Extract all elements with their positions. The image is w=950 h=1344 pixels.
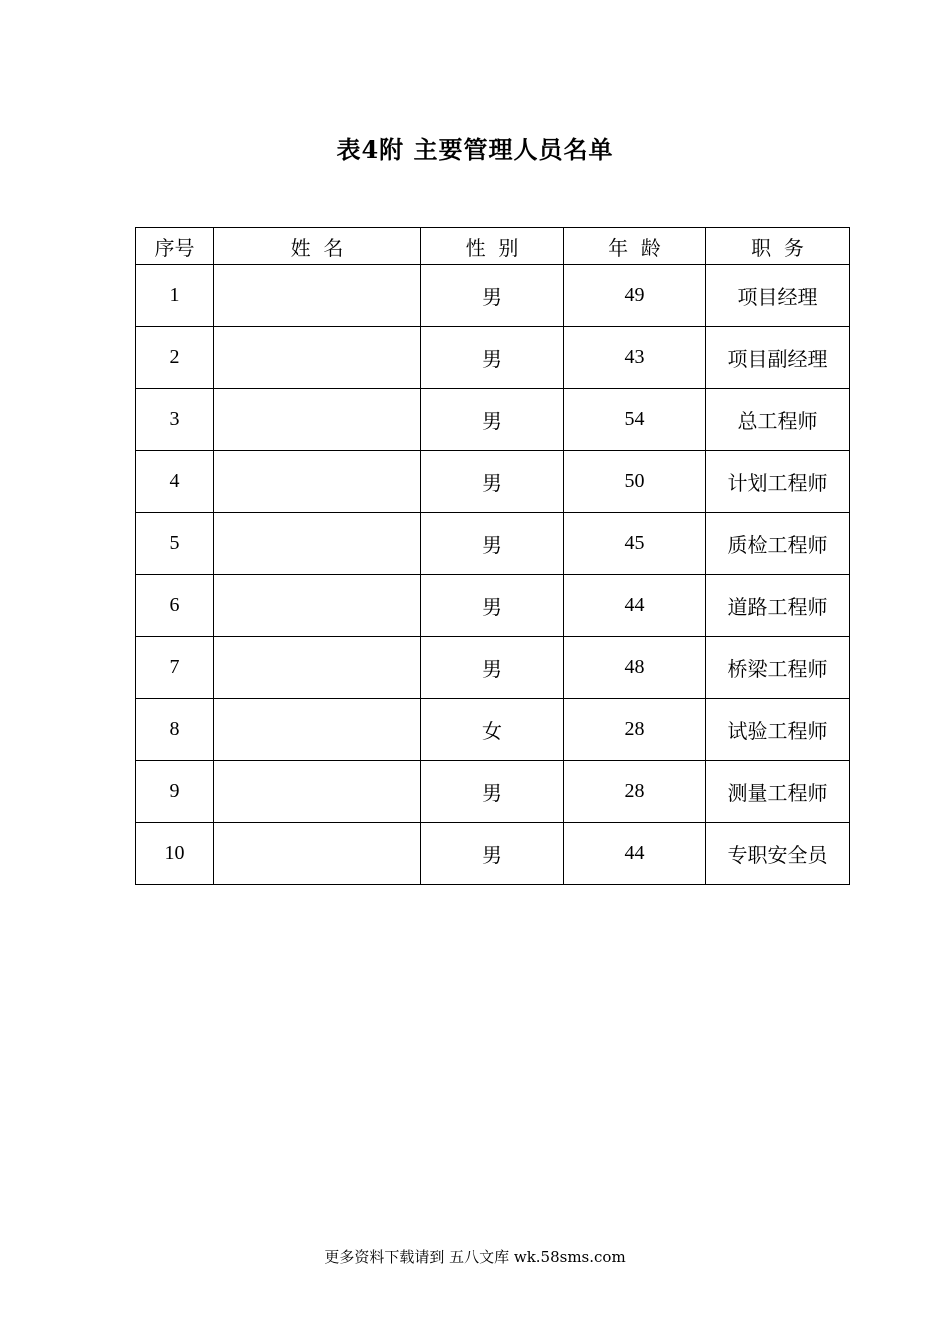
cell-age: 45 [564,513,706,575]
cell-no: 10 [136,823,214,885]
cell-age: 28 [564,699,706,761]
table-row [136,513,850,575]
header-no: 序号 [136,228,214,265]
cell-name [214,699,421,761]
table-row [136,823,850,885]
cell-gender: 男 [421,389,564,451]
cell-name [214,637,421,699]
cell-gender: 男 [421,575,564,637]
cell-role: 道路工程师 [706,575,850,637]
cell-no: 2 [136,327,214,389]
table-row [136,389,850,451]
table-row [136,265,850,327]
cell-name [214,823,421,885]
cell-name [214,327,421,389]
cell-age: 48 [564,637,706,699]
cell-gender: 男 [421,451,564,513]
personnel-table [135,227,850,885]
table-row [136,451,850,513]
cell-gender: 男 [421,637,564,699]
cell-name [214,575,421,637]
cell-gender: 男 [421,327,564,389]
cell-role: 测量工程师 [706,761,850,823]
cell-name [214,389,421,451]
cell-name [214,761,421,823]
cell-no: 6 [136,575,214,637]
cell-no: 5 [136,513,214,575]
header-name: 姓 名 [214,228,421,265]
cell-role: 计划工程师 [706,451,850,513]
cell-gender: 男 [421,761,564,823]
footer-text: 更多资料下载请到 五八文库 wk.58sms.com [324,1248,626,1266]
cell-age: 44 [564,575,706,637]
cell-role: 项目经理 [706,265,850,327]
cell-no: 9 [136,761,214,823]
cell-no: 7 [136,637,214,699]
cell-role: 项目副经理 [706,327,850,389]
table-row [136,637,850,699]
cell-role: 专职安全员 [706,823,850,885]
table-header-row [136,228,850,265]
cell-no: 3 [136,389,214,451]
cell-gender: 男 [421,823,564,885]
cell-role: 试验工程师 [706,699,850,761]
header-age: 年 龄 [564,228,706,265]
cell-no: 8 [136,699,214,761]
table-row [136,575,850,637]
cell-role: 桥梁工程师 [706,637,850,699]
cell-age: 44 [564,823,706,885]
cell-gender: 女 [421,699,564,761]
header-gender: 性 别 [421,228,564,265]
cell-name [214,265,421,327]
cell-role: 总工程师 [706,389,850,451]
cell-no: 1 [136,265,214,327]
table-row [136,761,850,823]
table-row [136,327,850,389]
cell-name [214,513,421,575]
cell-role: 质检工程师 [706,513,850,575]
cell-name [214,451,421,513]
header-role: 职 务 [706,228,850,265]
cell-gender: 男 [421,513,564,575]
cell-age: 28 [564,761,706,823]
page-title: 表4附 主要管理人员名单 [336,135,614,164]
cell-age: 54 [564,389,706,451]
cell-age: 49 [564,265,706,327]
cell-no: 4 [136,451,214,513]
table-row [136,699,850,761]
cell-age: 50 [564,451,706,513]
cell-age: 43 [564,327,706,389]
cell-gender: 男 [421,265,564,327]
